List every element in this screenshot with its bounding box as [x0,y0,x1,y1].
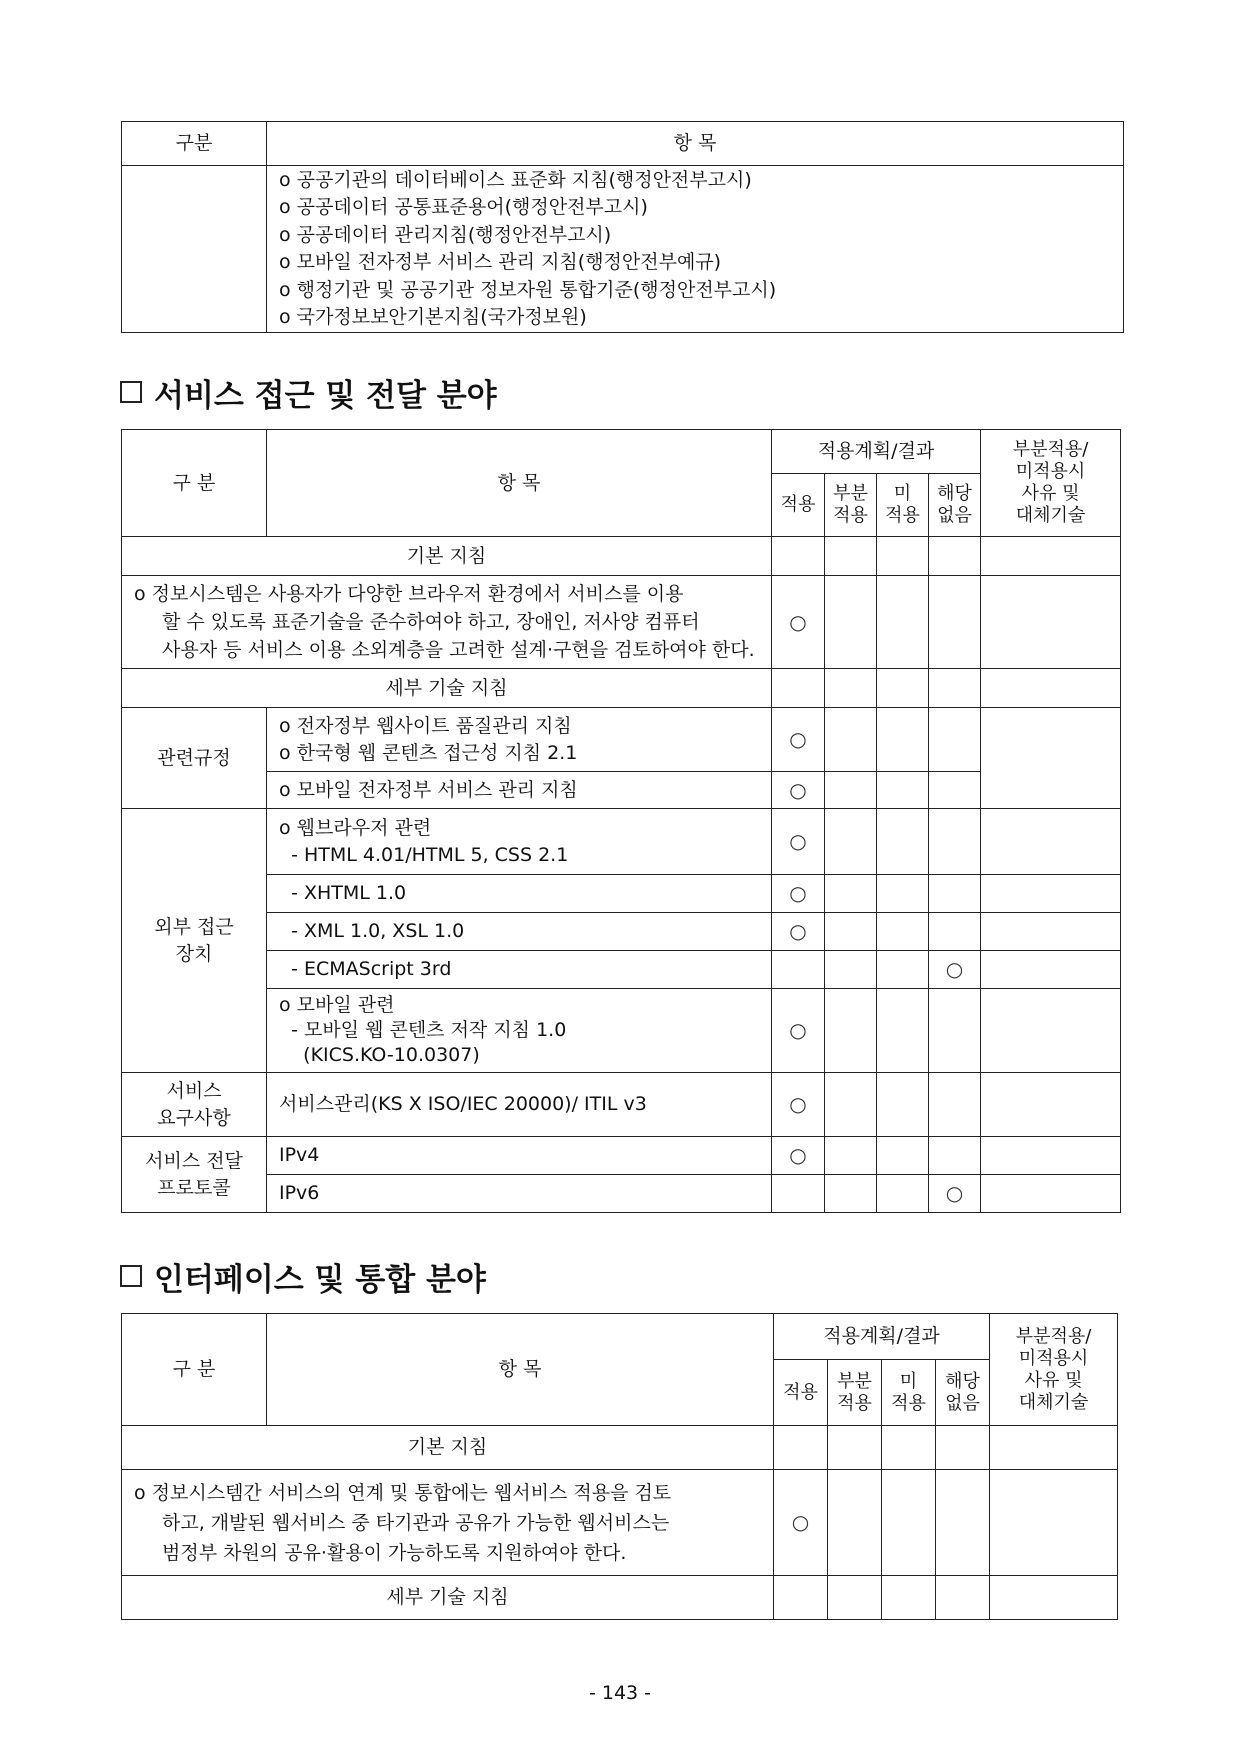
s1-mark: ○ [772,989,825,1073]
s1-row-item: - XML 1.0, XSL 1.0 [267,913,772,951]
s1-row-item: o 모바일 관련 - 모바일 웹 콘텐츠 저작 지침 1.0 (KICS.KO-10.0307) [267,989,772,1073]
ref-header-gubun: 구분 [122,122,267,166]
s2-basic-label: 기본 지침 [122,1426,774,1470]
section1-heading [120,370,497,414]
ref-item: o 국가정보보안기본지침(국가정보원) [279,306,587,328]
section2-table [121,1313,1118,1620]
s1-group-related: 관련규정 [122,708,267,809]
s1-group-service-req: 서비스 요구사항 [122,1073,267,1137]
s1-row-item: o 모바일 전자정부 서비스 관리 지침 [267,772,772,809]
s1-mark: ○ [929,1175,981,1213]
s1-mark: ○ [772,1073,825,1137]
s1-header-gubun: 구 분 [122,430,267,537]
s1-row-item: IPv4 [267,1137,772,1175]
s2-header-plan: 적용계획/결과 [774,1314,990,1360]
s2-header-gubun: 구 분 [122,1314,267,1426]
s1-row-item: - ECMAScript 3rd [267,951,772,989]
s1-col-apply: 적용 [772,474,825,537]
s1-row-item: o 웹브라우저 관련 - HTML 4.01/HTML 5, CSS 2.1 [267,809,772,875]
ref-item: o 공공데이터 공통표준용어(행정안전부고시) [279,196,648,218]
s1-row-item: o 전자정부 웹사이트 품질관리 지침 o 한국형 웹 콘텐츠 접근성 지침 2.1 [267,708,772,772]
s1-row-item: - XHTML 1.0 [267,875,772,913]
s1-col-na: 해당 없음 [929,474,981,537]
s1-mark: ○ [772,772,825,809]
section1-table [121,429,1121,1213]
ref-gubun-empty [122,166,267,333]
s2-basic-mark: ○ [774,1470,828,1576]
s1-basic-mark: ○ [772,576,825,669]
s1-col-not-applied: 미 적용 [877,474,929,537]
section2-title: 인터페이스 및 통합 분야 [154,1261,486,1298]
s1-mark: ○ [772,875,825,913]
s1-row-item: IPv6 [267,1175,772,1213]
s1-group-external: 외부 접근 장치 [122,809,267,1073]
s1-group-protocol: 서비스 전달 프로토콜 [122,1137,267,1213]
s1-mark: ○ [772,809,825,875]
reference-table [121,121,1124,333]
s2-basic-text: o 정보시스템간 서비스의 연계 및 통합에는 웹서비스 적용을 검토 하고, 개발된 웹서비스 중 타기관과 공유가 가능한 웹서비스는 범정부 차원의 공유·활용이 가능하도록 지원하여야 한다. [122,1470,774,1576]
s2-col-partial: 부분 적용 [828,1360,882,1426]
s1-basic-text: o 정보시스템은 사용자가 다양한 브라우저 환경에서 서비스를 이용 할 수 있도록 표준기술을 준수하여야 하고, 장애인, 저사양 컴퓨터 사용자 등 서비스 이용 소외계층을 고려한 설계·구현을 검토하여야 한다. [122,576,772,669]
section1-title: 서비스 접근 및 전달 분야 [154,377,497,414]
s2-detail-label: 세부 기술 지침 [122,1576,774,1620]
ref-header-item: 항 목 [267,122,1124,166]
s1-basic-label: 기본 지침 [122,537,772,576]
s1-header-reason: 부분적용/ 미적용시 사유 및 대체기술 [981,430,1121,537]
ref-items-cell [267,166,1124,333]
s1-header-plan: 적용계획/결과 [772,430,981,474]
s1-mark: ○ [929,951,981,989]
ref-item: o 행정기관 및 공공기관 정보자원 통합기준(행정안전부고시) [279,278,777,301]
s2-col-not-applied: 미 적용 [882,1360,936,1426]
s1-mark: ○ [772,913,825,951]
ref-item: o 모바일 전자정부 서비스 관리 지침(행정안전부예규) [279,251,722,273]
s1-detail-label: 세부 기술 지침 [122,669,772,708]
s2-col-na: 해당 없음 [936,1360,990,1426]
ref-item: o 공공데이터 관리지침(행정안전부고시) [279,223,612,246]
s1-mark: ○ [772,1137,825,1175]
ref-item: o 공공기관의 데이터베이스 표준화 지침(행정안전부고시) [279,168,752,191]
page-number: - 143 - [588,1682,652,1704]
s1-header-item: 항 목 [267,430,772,537]
s2-header-item: 항 목 [267,1314,774,1426]
s1-mark: ○ [772,708,825,772]
checkbox-square-icon [120,381,142,403]
s1-col-partial: 부분 적용 [825,474,877,537]
checkbox-square-icon [120,1265,142,1287]
s1-row-item: 서비스관리(KS X ISO/IEC 20000)/ ITIL v3 [267,1073,772,1137]
s2-header-reason: 부분적용/ 미적용시 사유 및 대체기술 [990,1314,1118,1426]
s2-col-apply: 적용 [774,1360,828,1426]
section2-heading [120,1254,486,1298]
